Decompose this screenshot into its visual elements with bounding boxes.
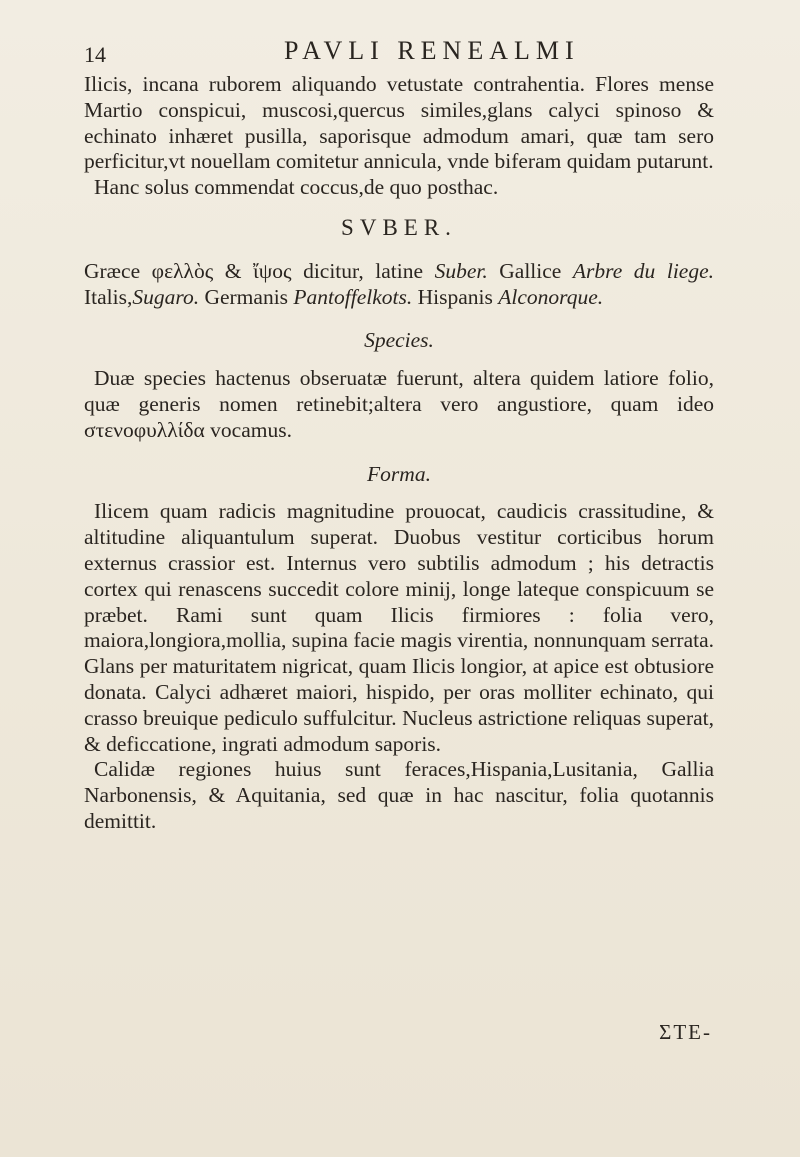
italian-name: Sugaro.	[132, 284, 200, 309]
subheading-species: Species.	[364, 328, 434, 353]
names-text-4: Germanis	[199, 284, 294, 309]
paragraph-regions: Calidæ regiones huius sunt feraces,Hispania,Lusitania, Gallia Narbonensis, & Aquitania, sed quæ in hac nascitur, folia quotannis demittit.	[84, 757, 714, 833]
names-text-1: Græce φελλὸς & ἴψος dicitur, latine	[84, 258, 435, 283]
names-text-5: Hispanis	[412, 284, 499, 309]
paragraph-coccus: Hanc solus commendat coccus,de quo posthac.	[94, 175, 499, 200]
section-heading-suber: SVBER.	[341, 214, 457, 240]
spanish-name: Alconorque.	[498, 284, 604, 309]
paragraph-forma: Ilicem quam radicis magnitudine prouocat, caudicis crassitudine, & altitudine aliquantulum superat. Duobus vestitur corticibus horum externus crassior est. Internus vero subtilis admodum ; his detractis cortex qui renascens succedit colore minij, longe lateque conspicuum se præbet. Rami sunt quam Ilicis firmiores : folia vero, maiora,longiora,mollia, supina facie magis virentia, nonnunquam serrata. Glans per maturitatem nigricat, quam Ilicis longior, at apice est obtusiore donata. Calyci adhæret maiori, hispido, per oras molliter echinato, qui crasso breuique pediculo suffulcitur. Nucleus astrictione reliquas superat, & deficcatione, ingrati admodum saporis.	[84, 499, 714, 756]
paragraph-ilex-flowers: Ilicis, incana ruborem aliquando vetustate contrahentia. Flores mense Martio conspicui, muscosi,quercus similes,glans calyci spinoso & echinato inhæret pusilla, saporisque admodum amari, quæ tam sero perficitur,vt nouellam comitetur annicula, vnde biferam quidam putarunt.	[84, 72, 714, 174]
subheading-forma: Forma.	[367, 461, 431, 486]
paragraph-names	[84, 259, 714, 311]
german-name: Pantoffelkots.	[293, 284, 413, 309]
page-header	[72, 36, 712, 76]
running-head: PAVLI RENEALMI	[284, 36, 580, 65]
names-text-2: Gallice	[487, 258, 573, 283]
main-text	[84, 72, 714, 835]
catchword: ΣΤΕ-	[659, 1020, 712, 1044]
latin-name: Suber.	[434, 258, 488, 283]
names-text-3: Italis,	[84, 284, 133, 309]
page-number: 14	[84, 42, 106, 67]
french-name: Arbre du liege.	[572, 258, 714, 283]
paragraph-species: Duæ species hactenus obseruatæ fuerunt, altera quidem latiore folio, quæ generis nomen retinebit;altera vero angustiore, quam ideo στενοφυλλίδα vocamus.	[84, 366, 714, 442]
